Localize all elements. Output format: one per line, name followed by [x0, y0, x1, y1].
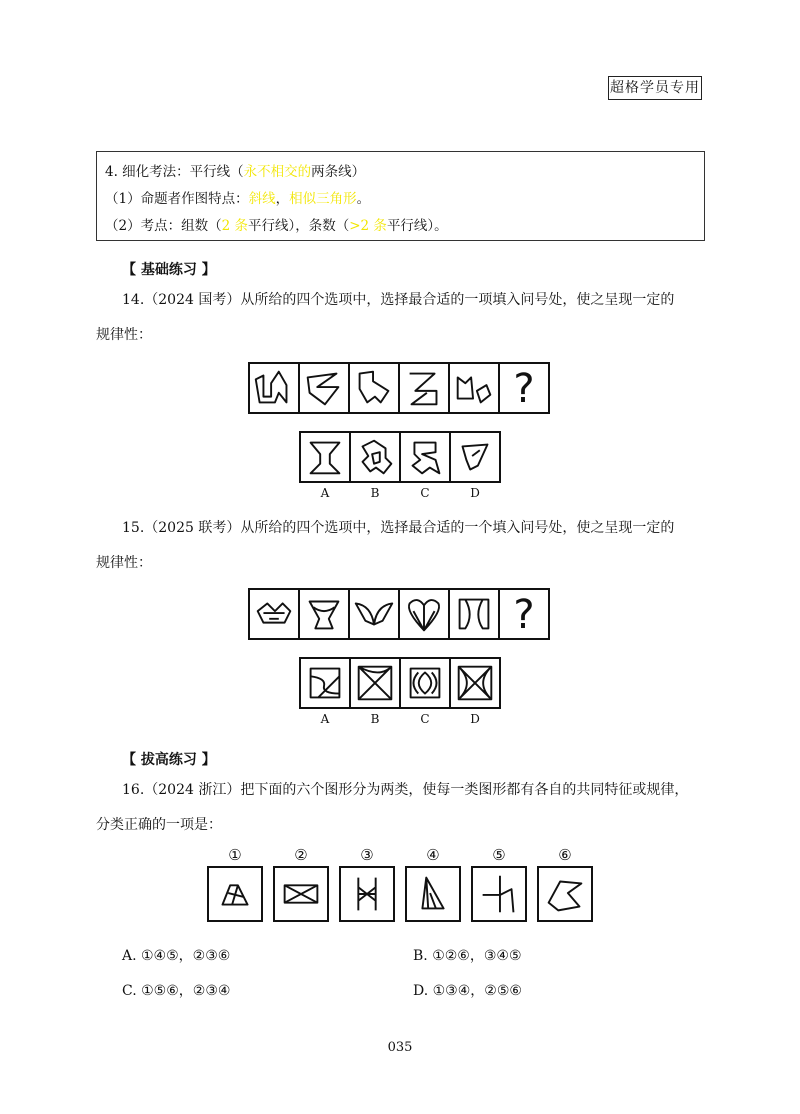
q16-figure-3-shape — [341, 868, 393, 920]
q16-figure-4-shape — [407, 868, 459, 920]
q16-figure-2-shape — [275, 868, 327, 920]
q16-option-a[interactable]: A. ①④⑤，②③⑥ — [122, 948, 231, 964]
q15-figure-5 — [448, 588, 500, 640]
q16-figure-number: ④ — [426, 846, 440, 864]
q14-option-a-shape — [301, 433, 349, 481]
q14-figure-5-shape — [450, 364, 498, 412]
q16-option-d[interactable]: D. ①③④，②⑤⑥ — [413, 983, 522, 999]
q16-figure-2 — [273, 866, 329, 922]
q15-figure-2-shape — [300, 590, 348, 638]
q16-figure-number: ① — [228, 846, 242, 864]
q14-figure-3 — [348, 362, 400, 414]
q15-option-c[interactable] — [399, 657, 451, 709]
q14-option-a[interactable] — [299, 431, 351, 483]
q14-option-label: D — [470, 486, 480, 500]
q15-figure-3-shape — [350, 590, 398, 638]
q14-figure-4-shape — [400, 364, 448, 412]
q16-line-1: 16.（2024 浙江）把下面的六个图形分为两类，使每一类图形都有各自的共同特征或规律， — [122, 782, 689, 798]
q16-figure-6 — [537, 866, 593, 922]
q14-question-cell — [498, 362, 550, 414]
q15-figure-4 — [398, 588, 450, 640]
q15-option-label: C — [420, 712, 430, 726]
q14-option-label: C — [420, 486, 430, 500]
q14-line-1: 14.（2024 国考）从所给的四个选项中，选择最合适的一项填入问号处，使之呈现一定的 — [122, 292, 675, 308]
student-only-tag: 超格学员专用 — [608, 76, 702, 100]
knowledge-line-3: （2）考点：组数（2 条平行线），条数（>2 条平行线）。 — [105, 218, 448, 234]
section-advanced-heading: 【 拔高练习 】 — [122, 752, 216, 768]
q14-option-d-shape — [451, 433, 499, 481]
knowledge-line-1: 4. 细化考法：平行线（永不相交的两条线） — [105, 164, 366, 180]
knowledge-box — [96, 151, 705, 241]
q16-figure-number: ⑤ — [492, 846, 506, 864]
q15-option-b[interactable] — [349, 657, 401, 709]
highlight-text: 斜线 — [248, 191, 276, 207]
q16-figure-number: ⑥ — [558, 846, 572, 864]
q14-option-label: A — [320, 486, 330, 500]
question-mark: ? — [513, 366, 535, 412]
question-mark: ? — [513, 592, 535, 638]
q16-figure-5-shape — [473, 868, 525, 920]
q14-figure-5 — [448, 362, 500, 414]
highlight-text: 2 条 — [221, 218, 248, 234]
q14-figure-3-shape — [350, 364, 398, 412]
q15-question-cell — [498, 588, 550, 640]
q16-figure-3 — [339, 866, 395, 922]
q16-option-b[interactable]: B. ①②⑥，③④⑤ — [413, 948, 522, 964]
q15-figure-4-shape — [400, 590, 448, 638]
knowledge-line-2: （1）命题者作图特点：斜线，相似三角形。 — [105, 191, 371, 207]
q15-option-label: D — [470, 712, 480, 726]
q14-figure-1 — [248, 362, 300, 414]
q15-figure-1 — [248, 588, 300, 640]
q15-figure-3 — [348, 588, 400, 640]
q15-option-d[interactable] — [449, 657, 501, 709]
q14-option-b-shape — [351, 433, 399, 481]
q15-line-2: 规律性： — [96, 555, 152, 571]
q14-option-c-shape — [401, 433, 449, 481]
q15-line-1: 15.（2025 联考）从所给的四个选项中，选择最合适的一个填入问号处，使之呈现一定的 — [122, 520, 675, 536]
q15-option-c-shape — [401, 659, 449, 707]
q15-figure-1-shape — [250, 590, 298, 638]
q14-figure-1-shape — [250, 364, 298, 412]
page-number: 035 — [387, 1040, 413, 1055]
q14-option-label: B — [370, 486, 380, 500]
highlight-text: 相似三角形 — [289, 191, 357, 207]
q14-option-d[interactable] — [449, 431, 501, 483]
section-basic-heading: 【 基础练习 】 — [122, 262, 216, 278]
q14-line-2: 规律性： — [96, 327, 152, 343]
highlight-text: 永不相交的 — [243, 164, 312, 180]
q16-figure-6-shape — [539, 868, 591, 920]
q16-figure-1-shape — [209, 868, 261, 920]
q16-figure-1 — [207, 866, 263, 922]
q14-option-b[interactable] — [349, 431, 401, 483]
q14-option-c[interactable] — [399, 431, 451, 483]
q16-option-c[interactable]: C. ①⑤⑥，②③④ — [122, 983, 231, 999]
q15-figure-2 — [298, 588, 350, 640]
q14-figure-2 — [298, 362, 350, 414]
q15-option-b-shape — [351, 659, 399, 707]
q16-line-2: 分类正确的一项是： — [96, 817, 222, 833]
q14-figure-4 — [398, 362, 450, 414]
q15-option-d-shape — [451, 659, 499, 707]
q15-option-label: A — [320, 712, 330, 726]
q15-option-a-shape — [301, 659, 349, 707]
q15-option-label: B — [370, 712, 380, 726]
q14-figure-2-shape — [300, 364, 348, 412]
q15-option-a[interactable] — [299, 657, 351, 709]
q15-figure-5-shape — [450, 590, 498, 638]
q16-figure-number: ③ — [360, 846, 374, 864]
highlight-text: >2 条 — [349, 218, 387, 234]
q16-figure-number: ② — [294, 846, 308, 864]
q16-figure-4 — [405, 866, 461, 922]
q16-figure-5 — [471, 866, 527, 922]
